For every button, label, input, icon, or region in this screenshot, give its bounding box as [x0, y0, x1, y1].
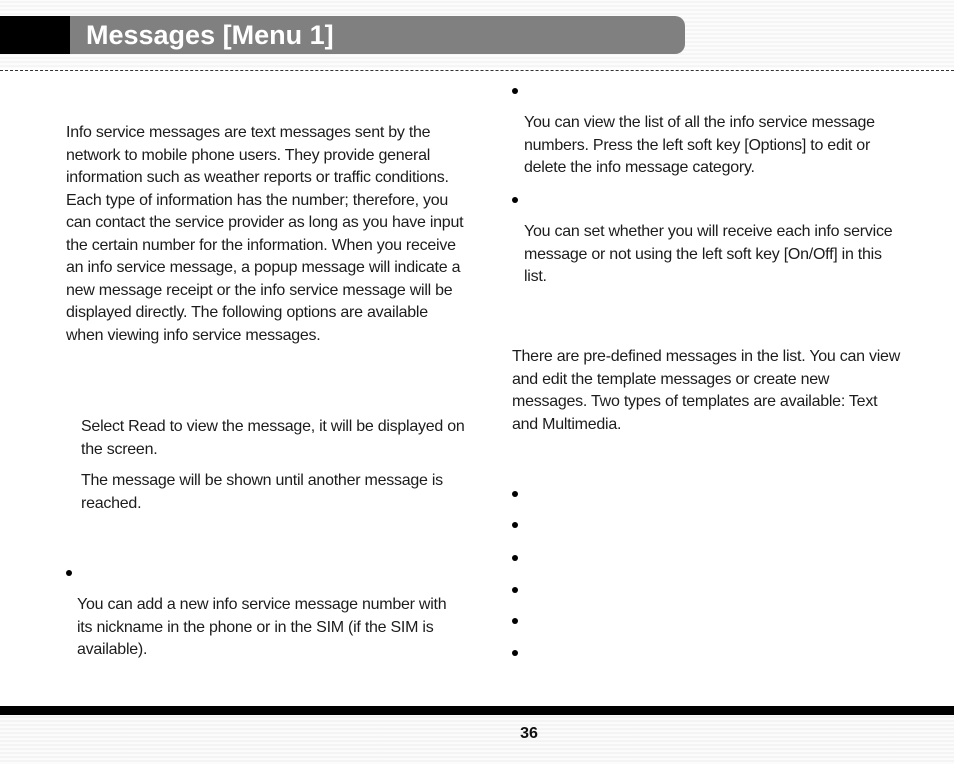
- dashed-divider: [0, 70, 954, 71]
- header-tab-block: [0, 16, 70, 54]
- templates-description: There are pre-defined messages in the list. You can view and edit the template messages or create new messages. Two types of templates are available: Text and Multimedia.: [512, 348, 901, 433]
- view-list-description: You can view the list of all the info service message numbers. Press the left soft key [Options] to edit or delete the info message category.: [524, 114, 875, 176]
- header-title-bar: [70, 16, 685, 54]
- add-number-description: You can add a new info service message number with its nickname in the phone or in the SIM (if the SIM is available).: [77, 596, 447, 658]
- bullet-icon: [512, 618, 518, 624]
- bullet-icon: [512, 555, 518, 561]
- bullet-icon: [512, 650, 518, 656]
- bullet-icon: [512, 522, 518, 528]
- page-title: Messages [Menu 1]: [86, 20, 334, 50]
- footer-bar: [0, 706, 954, 715]
- bullet-icon: [512, 491, 518, 497]
- bullet-icon: [512, 88, 518, 94]
- read-description: Select Read to view the message, it will be displayed on the screen.: [81, 418, 465, 458]
- footer-band: [0, 715, 954, 764]
- page-number: 36: [520, 725, 538, 742]
- info-service-intro: Info service messages are text messages sent by the network to mobile phone users. They provide general information such as weather reports or traffic conditions. Each type of information has the number; therefore, you can contact the service provider as long as you have input the certain number for the information. When you receive an info service message, a popup message will indicate a new message receipt or the info service message will be displayed directly. The following options are available when viewing info service messages.: [66, 124, 464, 344]
- bullet-icon: [512, 197, 518, 203]
- active-list-description: You can set whether you will receive each info service message or not using the left soft key [On/Off] in this list.: [524, 223, 893, 285]
- bullet-icon: [66, 570, 72, 576]
- bullet-icon: [512, 587, 518, 593]
- read-note: The message will be shown until another message is reached.: [81, 472, 443, 512]
